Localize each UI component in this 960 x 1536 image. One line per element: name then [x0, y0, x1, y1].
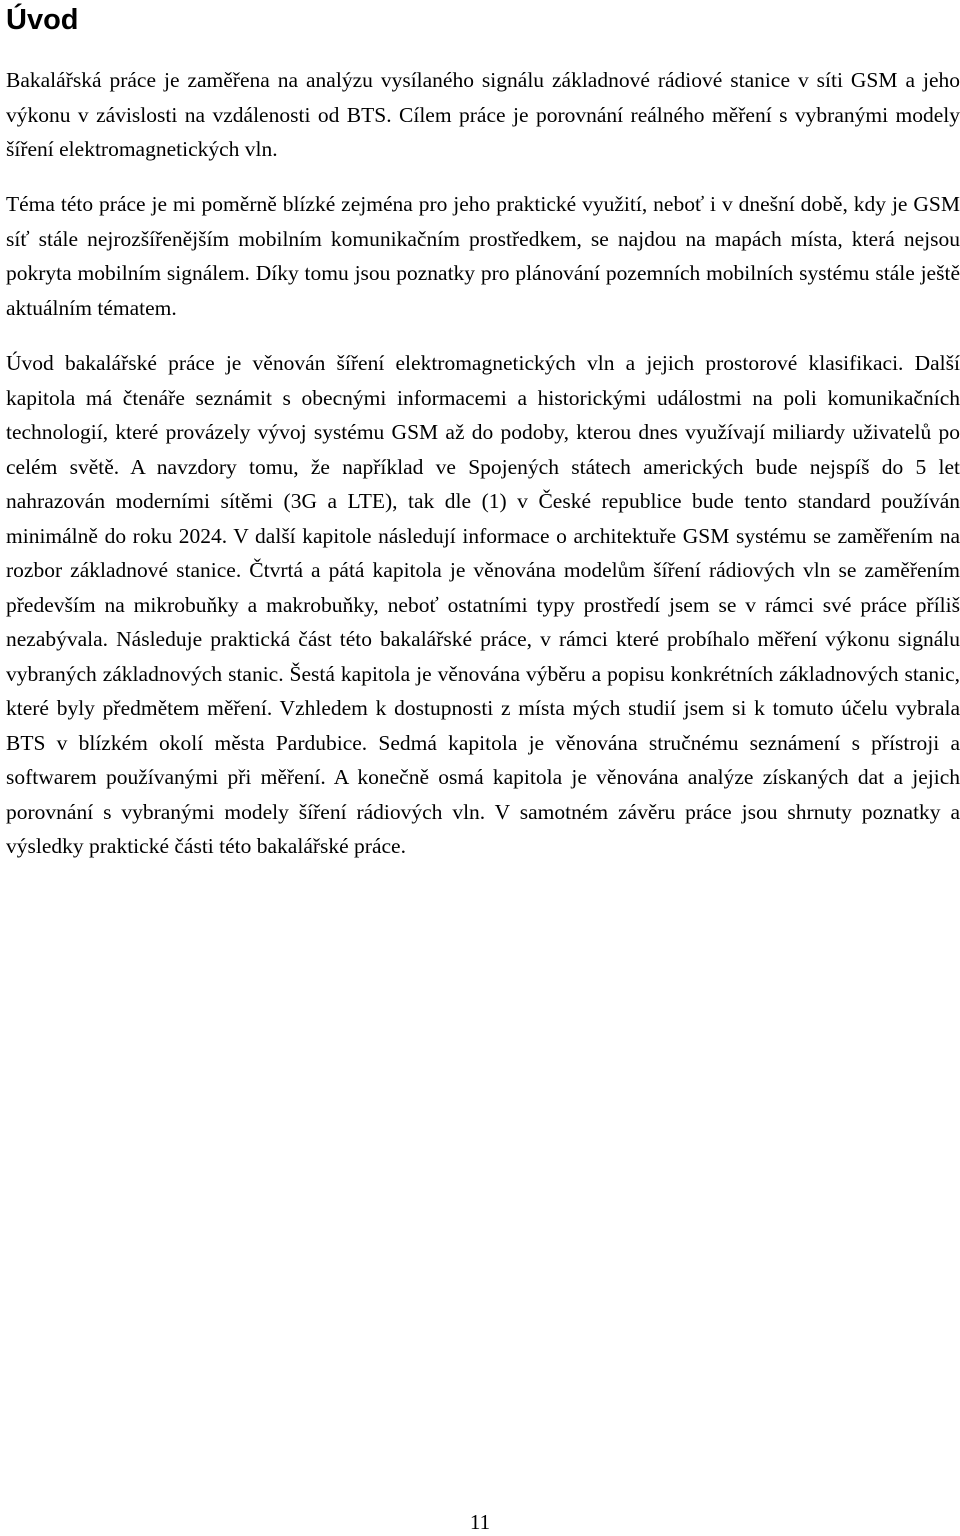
paragraph-structure: Úvod bakalářské práce je věnován šíření elektromagnetických vln a jejich prostorové klasifikaci. Další kapitola má čtenáře seznámit s obecnými informacemi a historickými událostmi na poli komunikačních technologií, které provázely vývoj systému GSM až do podoby, kterou dnes využívají miliardy uživatelů po celém světě. A navzdory tomu, že například ve Spojených státech amerických bude nejspíš do 5 let nahrazován moderními sítěmi (3G a LTE), tak dle (1) v České republice bude tento standard používán minimálně do roku 2024. V další kapitole následují informace o architektuře GSM systému se zaměřením na rozbor základnové stanice. Čtvrtá a pátá kapitola je věnována modelům šíření rádiových vln se zaměřením především na mikrobuňky a makrobuňky, neboť ostatními typy prostředí jsem se v rámci své práce příliš nezabývala. Následuje praktická část této bakalářské práce, v rámci které probíhalo měření výkonu signálu vybraných základnových stanic. Šestá kapitola je věnována výběru a popisu konkrétních základnových stanic, které byly předmětem měření. Vzhledem k dostupnosti z místa mých studií jsem si k tomuto účelu vybrala BTS v blízkém okolí města Pardubice. Sedmá kapitola je věnována stručnému seznámení s přístroji a softwarem používanými při měření. A konečně osmá kapitola je věnována analýze získaných dat a jejich porovnání s vybranými modely šíření rádiových vln. V samotném závěru práce jsou shrnuty poznatky a výsledky praktické části této bakalářské práce.: [6, 351, 960, 858]
section-heading: Úvod: [6, 4, 79, 36]
page-number: 11: [469, 1510, 491, 1534]
paragraph-motivation: Téma této práce je mi poměrně blízké zejména pro jeho praktické využití, neboť i v dnešní době, kdy je GSM síť stále nejrozšířenějším mobilním komunikačním prostředkem, se najdou na mapách místa, která nejsou pokryta mobilním signálem. Díky tomu jsou poznatky pro plánování pozemních mobilních systému stále ještě aktuálním tématem.: [6, 192, 960, 320]
paragraph-intro: Bakalářská práce je zaměřena na analýzu vysílaného signálu základnové rádiové stanice v síti GSM a jeho výkonu v závislosti na vzdálenosti od BTS. Cílem práce je porovnání reálného měření s vybranými modely šíření elektromagnetických vln.: [6, 68, 960, 161]
